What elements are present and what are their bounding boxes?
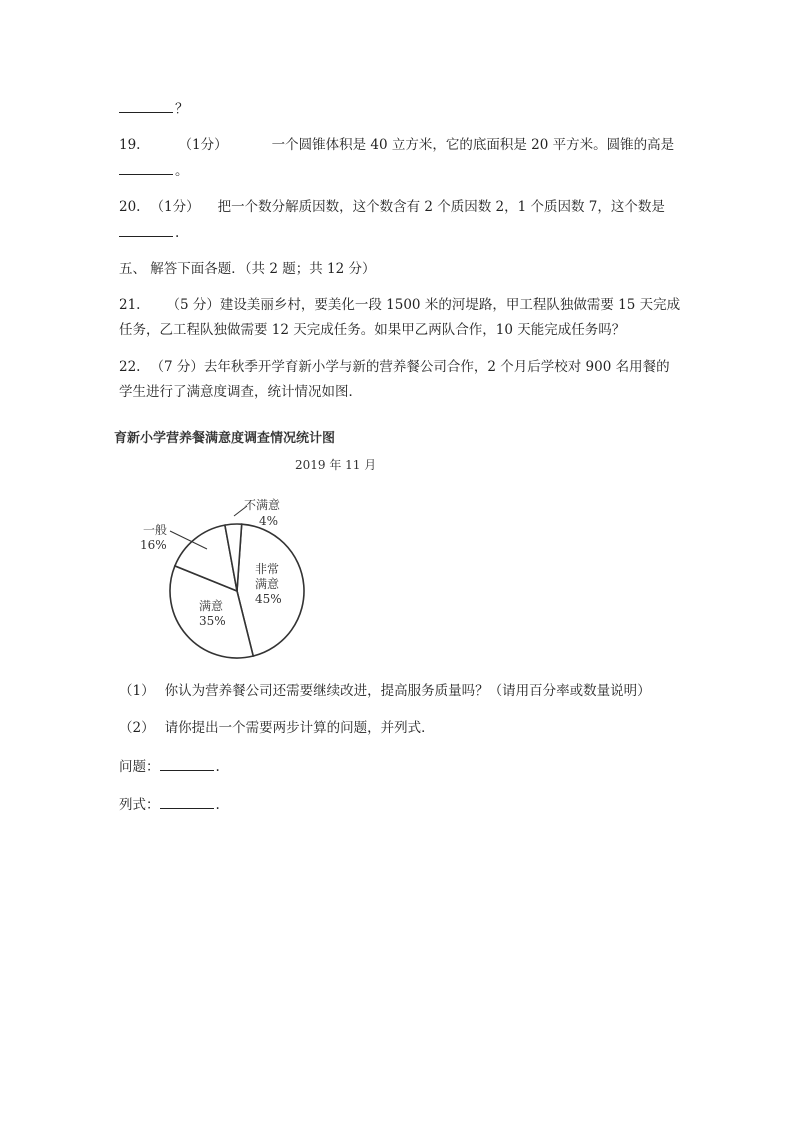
q22-score: （7 分） xyxy=(150,359,204,375)
value-unsatisfied: 4% xyxy=(259,514,279,528)
q22-sub1-text: 你认为营养餐公司还需要继续改进，提高服务质量吗？（请用百分率或数量说明） xyxy=(164,683,651,699)
q20-text: 把一个数分解质因数，这个数含有 2 个质因数 2，1 个质因数 7，这个数是 xyxy=(217,199,665,215)
q22-text-line2: 学生进行了满意度调查，统计情况如图． xyxy=(119,384,362,400)
q19-text: 一个圆锥体积是 40 立方米，它的底面积是 20 平方米。圆锥的高是 xyxy=(271,137,675,153)
q20-answer-line xyxy=(119,222,179,243)
q20-score: （1分） xyxy=(150,199,200,215)
value-very-satisfied: 45% xyxy=(255,592,282,606)
label-satisfied: 满意 xyxy=(199,599,224,613)
label-very-satisfied-line2: 满意 xyxy=(255,577,280,591)
answer-blank[interactable] xyxy=(119,222,173,237)
value-satisfied: 35% xyxy=(199,614,226,628)
q21-score: （5 分） xyxy=(166,297,220,313)
q20-end: . xyxy=(175,225,180,241)
section-5-title: 五、 解答下面各题．（共 2 题；共 12 分） xyxy=(119,261,376,277)
chart-title: 育新小学营养餐满意度调查情况统计图 xyxy=(114,431,336,446)
answer-blank[interactable] xyxy=(160,794,214,809)
label-very-satisfied-line1: 非常 xyxy=(255,562,280,576)
q20-number: 20. xyxy=(119,199,141,215)
answer-blank[interactable] xyxy=(160,756,214,771)
question-22 xyxy=(119,357,670,377)
q19-answer-line xyxy=(119,160,189,181)
question-end: . xyxy=(215,759,220,775)
q19-number: 19. xyxy=(119,137,141,153)
q19-score: （1分） xyxy=(178,137,228,153)
answer-blank[interactable] xyxy=(119,160,173,175)
formula-label: 列式： xyxy=(119,797,160,813)
q22-sub2-text: 请你提出一个需要两步计算的问题，并列式． xyxy=(164,720,435,736)
q21-text-line1: 建设美丽乡村，要美化一段 1500 米的河堤路，甲工程队独做需要 15 天完成 xyxy=(219,297,681,313)
formula-end: . xyxy=(215,797,220,813)
satisfaction-pie-chart xyxy=(110,425,400,670)
label-general: 一般 xyxy=(143,523,168,537)
pie-group xyxy=(170,524,304,658)
question-21 xyxy=(119,295,680,315)
q22-sub1 xyxy=(119,681,651,701)
answer-blank[interactable] xyxy=(119,98,173,113)
q21-text-line2: 任务，乙工程队独做需要 12 天完成任务。如果甲乙两队合作，10 天能完成任务吗？ xyxy=(119,322,626,338)
q18-tail xyxy=(119,98,189,119)
value-general: 16% xyxy=(140,538,167,552)
q22-number: 22. xyxy=(119,359,141,375)
q22-question-line xyxy=(119,756,220,777)
q19-end: 。 xyxy=(175,163,189,179)
label-unsatisfied: 不满意 xyxy=(244,498,281,512)
q21-number: 21. xyxy=(119,297,141,313)
q22-sub2-number: （2） xyxy=(119,720,155,736)
question-20 xyxy=(119,197,665,217)
q22-formula-line xyxy=(119,794,220,815)
chart-subtitle: 2019 年 11 月 xyxy=(295,458,377,472)
question-19 xyxy=(119,135,674,155)
q18-end: ？ xyxy=(175,101,189,117)
question-label: 问题： xyxy=(119,759,160,775)
q22-sub2 xyxy=(119,718,435,738)
q22-sub1-number: （1） xyxy=(119,683,155,699)
q22-text-line1: 去年秋季开学育新小学与新的营养餐公司合作，2 个月后学校对 900 名用餐的 xyxy=(203,359,670,375)
